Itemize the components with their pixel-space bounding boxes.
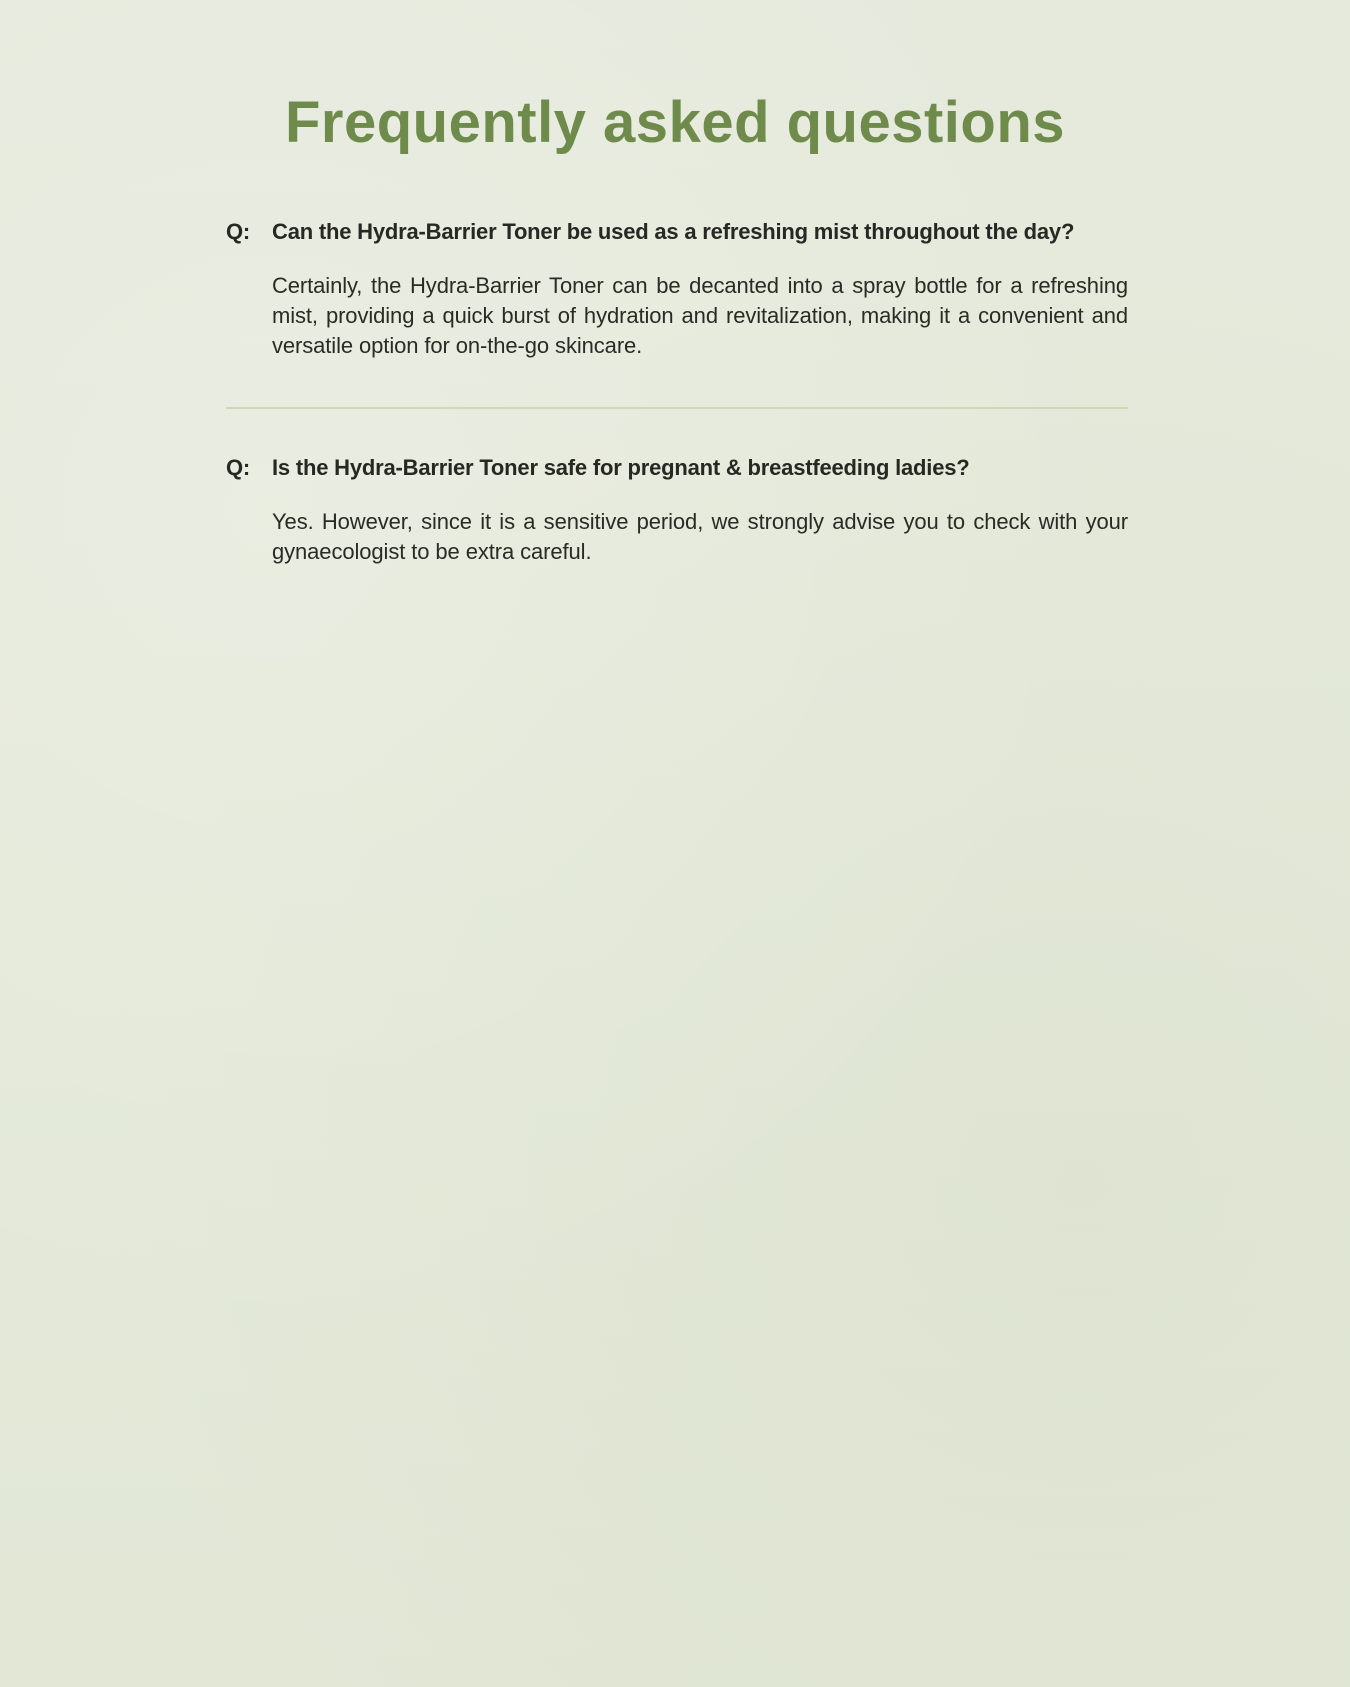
answer-row xyxy=(226,507,1128,567)
answer-text: Yes. However, since it is a sensitive period, we strongly advise you to check with your gynaecologist to be extra careful. xyxy=(272,508,1128,564)
question-text: Can the Hydra-Barrier Toner be used as a refreshing mist throughout the day? xyxy=(272,218,1075,244)
faq-item xyxy=(226,453,1128,567)
answer-text: Certainly, the Hydra-Barrier Toner can be decanted into a spray bottle for a refreshing mist, providing a quick burst of hydration and revitalization, making it a convenient and versatile option for on-the-go skincare. xyxy=(272,272,1128,358)
question-row xyxy=(226,217,1128,247)
faq-list xyxy=(226,217,1128,567)
divider xyxy=(226,407,1128,409)
question-row xyxy=(226,453,1128,483)
faq-item xyxy=(226,217,1128,361)
answer-indent xyxy=(226,507,272,567)
question-label: Q: xyxy=(226,454,251,480)
answer-indent xyxy=(226,271,272,361)
question-text: Is the Hydra-Barrier Toner safe for pregnant & breastfeeding ladies? xyxy=(272,454,970,480)
page-title: Frequently asked questions xyxy=(284,90,1066,155)
question-label: Q: xyxy=(226,218,251,244)
answer-row xyxy=(226,271,1128,361)
